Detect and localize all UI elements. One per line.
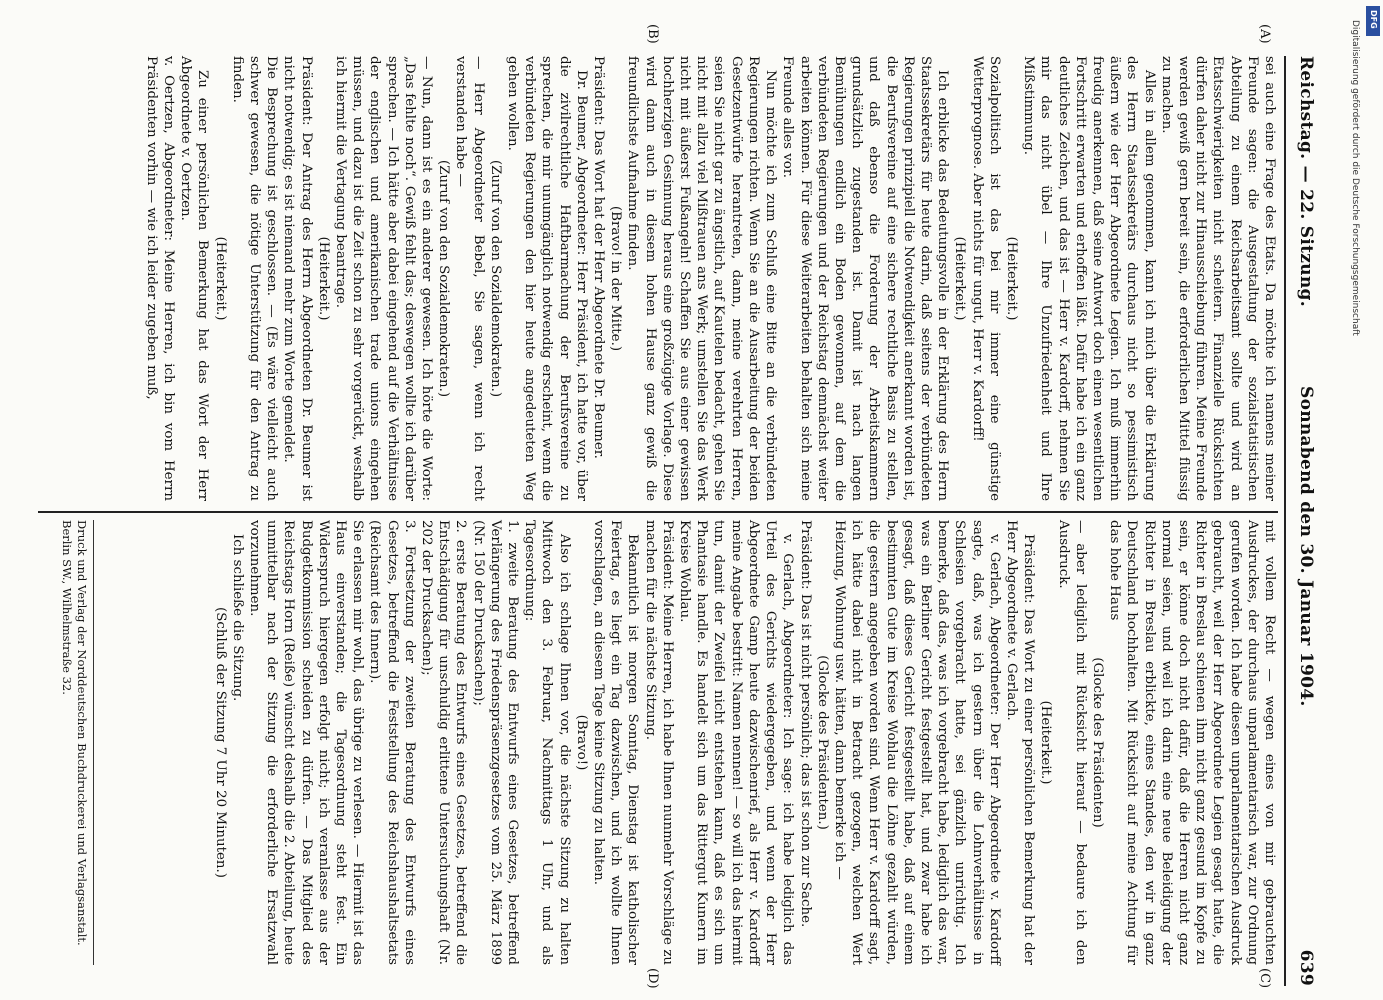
interjection: (Heiterkeit.) <box>1003 236 1019 321</box>
paragraph: 1. zweite Beratung des Entwurfs eines Gesetzes, betreffend Verlängerung des Friedenspräsenzgesetzes vom 25. März 1899 (Nr. 150 der Drucksachen); <box>470 520 521 965</box>
margin-mark-d: (D) <box>645 968 660 989</box>
paragraph: Sozialpolitisch ist das bei mir immer eine günstige Wetterprognose. Aber nichts für ungut, Herr v. Kardorff! <box>969 56 1002 501</box>
paragraph: Ich erblicke das Bedeutungsvolle in der Erklärung des Herrn Staatssekretärs für heute darin, daß seitens der verbündeten Regierungen prinzipiell die Notwendigkeit anerkannt worden ist, die Berufsvereine auf eine sichere rechtliche Basis zu stellen, und daß ebenso die Forderung der Arbeitskammern grundsätzlich zugestanden ist. Damit ist nach langen Bemühungen endlich ein Boden gewonnen, auf dem die verbündeten Regierungen und der Reichstag demnächst weiter arbeiten können. Für diese Weiterarbeiten behalten sich meine Freunde alles vor. <box>780 56 951 501</box>
paragraph: Präsident: Das Wort zu einer persönlichen Bemerkung hat der Herr Abgeordnete v. Gerlach. <box>1003 520 1037 965</box>
paragraph: Nun möchte ich zum Schluß eine Bitte an die verbündeten Regierungen richten. Wenn Sie an die Ausarbeitung der beiden Gesetzentwürfe herantreten, dann, meine verehrten Herren, seien Sie nicht gar zu ängstlich, auf Kautelen bedacht, gehen Sie nicht mit allzu viel Mißtrauen ans Werk; umstellen Sie das Werk nicht mit äußerst Fußangeln! Schaffen Sie aus einer gewissen hochherzigen Gesinnung heraus eine großzügige Vorlage. Diese wird dann auch in diesem hohen Hause ganz gewiß die freundlichste Aufnahme finden. <box>625 56 779 501</box>
dfg-logo <box>1366 6 1380 36</box>
dfg-logo-text: DFG <box>1369 10 1378 29</box>
digitization-credit <box>1346 0 1364 1000</box>
credit-text: Digitalisierung gefördert durch die Deutsche Forschungsgemeinschaft <box>1350 20 1360 336</box>
paragraph: v. Oertzen, Abgeordneter: Meine Herren, ich bin vom Herrn Präsidenten vorhin — wie ich leider zugeben muß, <box>143 56 176 501</box>
header-center: Sonnabend den 30. Januar 1904. <box>1296 386 1316 707</box>
column-rule <box>38 511 1278 513</box>
header-left: Reichstag. — 22. Sitzung. <box>1296 56 1316 307</box>
paragraph: sei auch eine Frage des Etats. Da möchte ich namens meiner Freunde sagen: die Ausgestaltung der sozialstatistischen Abteilung zu einem Reichsarbeitsamt sollte und wird an Etatsschwierigkeiten nicht scheitern. Finanzielle Rücksichten dürfen daher nicht zur Hinausschiebung führen. Meine Freunde werden gewiß gern bereit sein, die erforderlichen Mittel flüssig zu machen. <box>1158 56 1277 501</box>
paragraph: Präsident: Das ist nicht persönlich; das ist schon zur Sache. <box>797 520 813 928</box>
paragraph: Alles in allem genommen, kann ich mich über die Erklärung des Herrn Staatssekretärs durchaus nicht so pessimistisch äußern wie der Herr Abgeordnete Legien. Ich muß immerhin freudig anerkennen, daß seine Antwort doch einen wesentlichen Fortschritt erwarten und erhoffen läßt. Dafür habe ich ein ganz deutliches Zeichen, und das ist — Herr v. Kardorff, nehmen Sie mir das nicht übel — Ihre Unzufriedenheit und Ihre Mißstimmung. <box>1021 56 1157 501</box>
paragraph: 2. erste Beratung des Entwurfs eines Gesetzes, betreffend die Entschädigung für unschuldig erlittene Untersuchungshaft (Nr. 202 der Drucksachen); <box>419 520 469 965</box>
left-column <box>143 56 1278 501</box>
paragraph: Die Besprechung ist geschlossen. — (Es wäre vielleicht auch schwer gewesen, die nötige Unterstützung für den Antrag zu finden. <box>229 56 280 501</box>
interjection: (Glocke des Präsidenten) <box>1089 657 1105 828</box>
paragraph: Präsident: Das Wort hat der Herr Abgeordnete Dr. Beumer. <box>591 56 607 459</box>
paragraph: — aber lediglich mit Rücksicht hierauf — bedaure ich den Ausdruck. <box>1055 520 1088 965</box>
paragraph: Präsident: Meine Herren, ich habe Ihnen nunmehr Vorschläge zu machen für die nächste Sitzung. <box>642 520 675 965</box>
interjection: (Schluß der Sitzung 7 Uhr 20 Minuten.) <box>212 606 228 879</box>
paragraph: Präsident: Der Antrag des Herrn Abgeordneten Dr. Beumer ist nicht notwendig; es ist niemand mehr zum Worte gemeldet. <box>281 56 314 501</box>
interjection: (Heiterkeit.) <box>315 236 331 321</box>
interjection: (Zuruf von den Sozialdemokraten.) <box>436 159 452 398</box>
margin-mark-c: (C) <box>1257 968 1272 989</box>
interjection: (Bravo!) <box>573 714 589 771</box>
paragraph: Zu einer persönlichen Bemerkung hat das Wort der Herr Abgeordnete v. Oertzen. <box>178 56 211 501</box>
paragraph: Sie erlassen mir wohl, das übrige zu verlesen. — Hiermit ist das Haus einverstanden; die Tagesordnung steht fest. Ein Widerspruch hiergegen erfolgt nicht; ich veranlasse aus der Budgetkommission scheiden zu dürfen. — Das Mitglied des Reichstags Horn (Reiße) wünscht deshalb die 2. Abteilung, heute unmittelbar nach der Sitzung die erforderliche Ersatzwahl vorzunehmen. <box>247 520 366 965</box>
right-column <box>211 520 1278 965</box>
paragraph: Bekanntlich ist morgen Sonntag, Dienstag ist katholischer Feiertag, es liegt ein Tag dazwischen, und ich wollte Ihnen vorschlagen, an diesem Tage keine Sitzung zu halten. <box>591 520 641 965</box>
paragraph: mit vollem Recht — wegen eines von mir gebrauchten Ausdruckes, der durchaus unparlamentarisch war, zur Ordnung gerufen worden. Ich habe diesen unparlamentarischen Ausdruck gebraucht, weil der Herr Abgeordnete Legien gesagt hatte, die Richter in Breslau schienen ihm nicht ganz gesund im Kopfe zu sein, er könne doch nicht dafür, daß die Herren nicht ganz normal seien, und weil ich darin eine neue Beleidigung der Richter in Breslau erblickte, eines Standes, den wir in ganz Deutschland hochhalten. Mit Rücksicht auf meine Achtung für das hohe Haus <box>1107 520 1277 965</box>
printer-imprint: Druck und Verlag der Norddeutschen Buchdruckerei und Verlagsanstalt. Berlin SW., Wilhelmstraße 32. <box>60 520 94 965</box>
interjection: (Bravo! in der Mitte.) <box>608 205 624 352</box>
paragraph: 3. Fortsetzung der zweiten Beratung des Entwurfs eines Gesetzes, betreffend die Feststellung des Reichshaushaltsetats (Reichsamt des Innern). <box>367 520 417 965</box>
margin-mark-a: (A) <box>1257 24 1272 44</box>
paragraph: v. Gerlach, Abgeordneter: Ich sage: ich habe lediglich das Urteil des Gerichts wiedergegeben, und wenn der Herr Abgeordnete Gamp heute dazwischenrief, als Herr v. Kardorff meine Angabe bestritt: Namen nennen! — so will ich das hiermit tun, damit der Zweifel nicht entstehen kann, daß es sich um Phantasie handle. Es handelt sich um das Rittergut Kunern im Kreise Wohlau. <box>677 520 796 965</box>
page-header <box>1284 56 1326 986</box>
page-number: 639 <box>1296 949 1316 986</box>
paragraph: v. Gerlach, Abgeordneter: Der Herr Abgeordnete v. Kardorff sagte, daß, was ich gestern über die Lohnverhältnisse in Schlesien vorgebracht hatte, sei gänzlich unrichtig. Ich bemerke, daß das, was ich vorgebracht habe, lediglich das war, was ein Berliner Gericht festgestellt hat, und zwar habe ich gesagt, daß dieses Gericht festgestellt habe, daß auf einem bestimmten Gute im Kreise Wohlau die Löhne gezahlt würden, die gestern angegeben worden sind. Wenn Herr v. Kardorff sagt, ich hätte dabei nicht in Betracht gezogen, welchen Wert Heizung, Wohnung usw. hätten, dann bemerke ich — <box>831 520 1002 965</box>
interjection: (Glocke des Präsidenten.) <box>814 655 830 830</box>
paragraph: Dr. Beumer, Abgeordneter: Herr Präsident, ich hatte vor, über die zivilrechtliche Haftbarmachung der Berufsvereine zu sprechen, die mir unumgänglich notwendig erscheint, wenn die verbündeten Regierungen den hier heute angedeuteten Weg gehen wollen. <box>505 56 589 501</box>
interjection: (Heiterkeit.) <box>212 236 228 321</box>
paragraph: Also ich schlage Ihnen vor, die nächste Sitzung zu halten Mittwoch den 3. Februar, Nachmittags 1 Uhr, und als Tagesordnung: <box>522 520 572 965</box>
interjection: (Heiterkeit.) <box>952 236 968 321</box>
paragraph: — Nun, dann ist es ein anderer gewesen. Ich hörte die Worte: „Das fehlte noch“. Gewiß fehlt das; deswegen wollte ich darüber sprechen. — Ich hätte aber dabei eingehend auf die Verhältnisse der englischen und amerikanischen trade unions eingehen müssen, und dazu ist die Zeit schon zu sehr vorgerückt, weshalb ich hiermit die Vertagung beantrage. <box>333 56 435 501</box>
paragraph: Ich schließe die Sitzung. <box>229 534 245 702</box>
paragraph: — Herr Abgeordneter Bebel, Sie sagen, wenn ich recht verstanden habe — <box>453 56 486 501</box>
interjection: (Zuruf von den Sozialdemokraten.) <box>487 159 503 398</box>
margin-mark-b: (B) <box>645 24 660 44</box>
interjection: (Heiterkeit.) <box>1038 700 1054 785</box>
